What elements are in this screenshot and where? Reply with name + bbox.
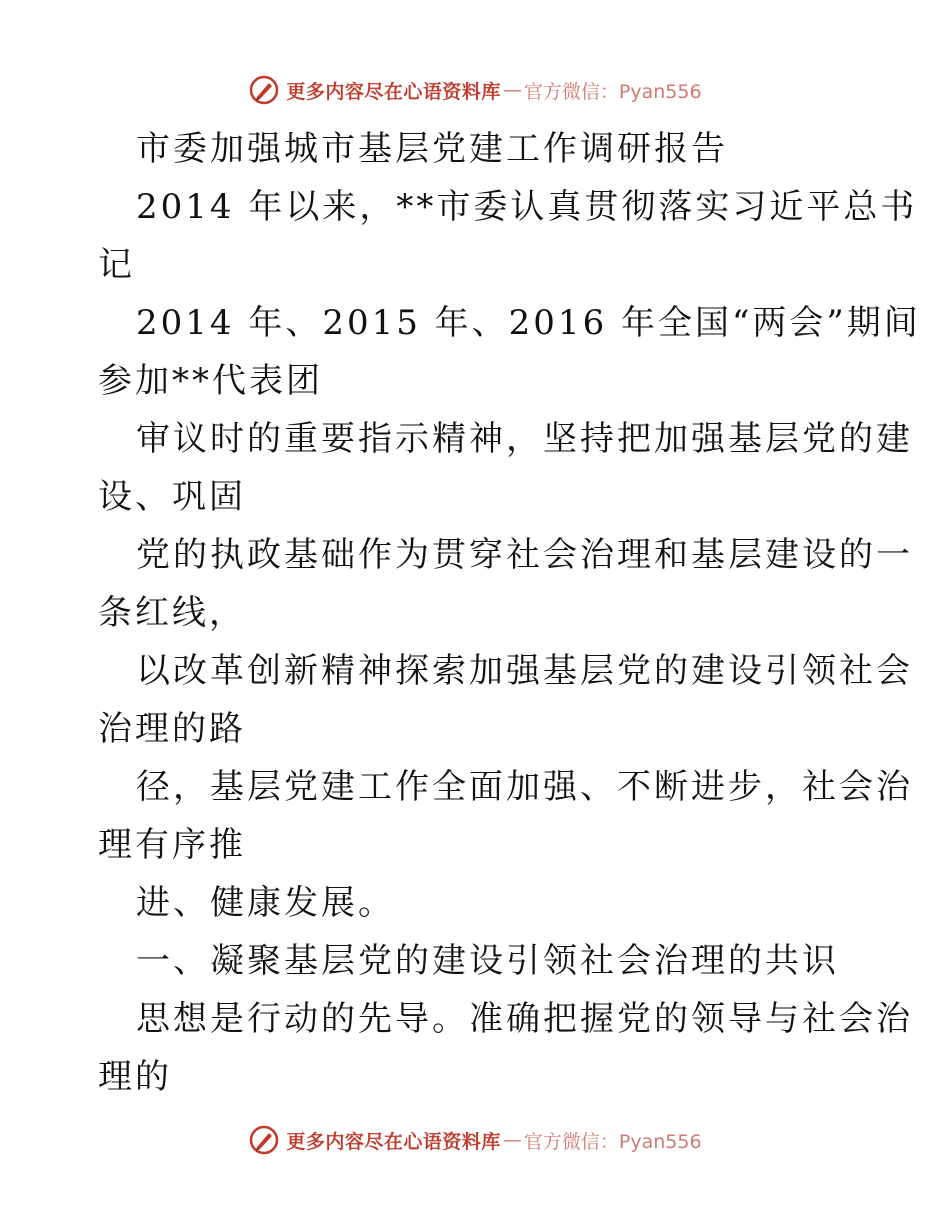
watermark-brand-text: 更多内容尽在心语资料库 [286,80,501,103]
text-line: 理有序推 [98,825,246,865]
text-line: 径，基层党建工作全面加强、不断进步，社会治 [136,767,913,807]
text-line: 审议时的重要指示精神，坚持把加强基层党的建 [136,419,913,459]
text-line: 参加**代表团 [98,361,323,401]
watermark-contact-text: 官方微信：Pyan556 [523,1130,702,1153]
watermark-contact-text: 官方微信：Pyan556 [523,80,702,103]
text-line: 记 [98,245,135,285]
document-title: 市委加强城市基层党建工作调研报告 [136,129,728,169]
section-heading: 一、凝聚基层党的建设引领社会治理的共识 [136,941,839,981]
header-watermark [0,72,950,108]
text-line: 设、巩固 [98,477,246,517]
text-line: 治理的路 [98,709,246,749]
document-body [98,120,921,1106]
text-line: 2014 年、2015 年、2016 年全国“两会”期间 [136,303,921,343]
pen-logo-icon [248,1124,280,1156]
watermark-separator: — [502,79,522,101]
text-line: 思想是行动的先导。准确把握党的领导与社会治 [136,999,913,1039]
text-line: 党的执政基础作为贯穿社会治理和基层建设的一 [136,535,913,575]
watermark-separator: — [502,1129,522,1151]
text-line: 理的 [98,1057,172,1097]
watermark-brand-text: 更多内容尽在心语资料库 [286,1130,501,1153]
footer-watermark [0,1122,950,1158]
text-line: 2014 年以来，**市委认真贯彻落实习近平总书 [136,187,918,227]
pen-logo-icon [248,74,280,106]
text-line: 条红线， [98,593,246,633]
text-line: 以改革创新精神探索加强基层党的建设引领社会 [136,651,913,691]
text-line: 进、健康发展。 [136,883,395,923]
